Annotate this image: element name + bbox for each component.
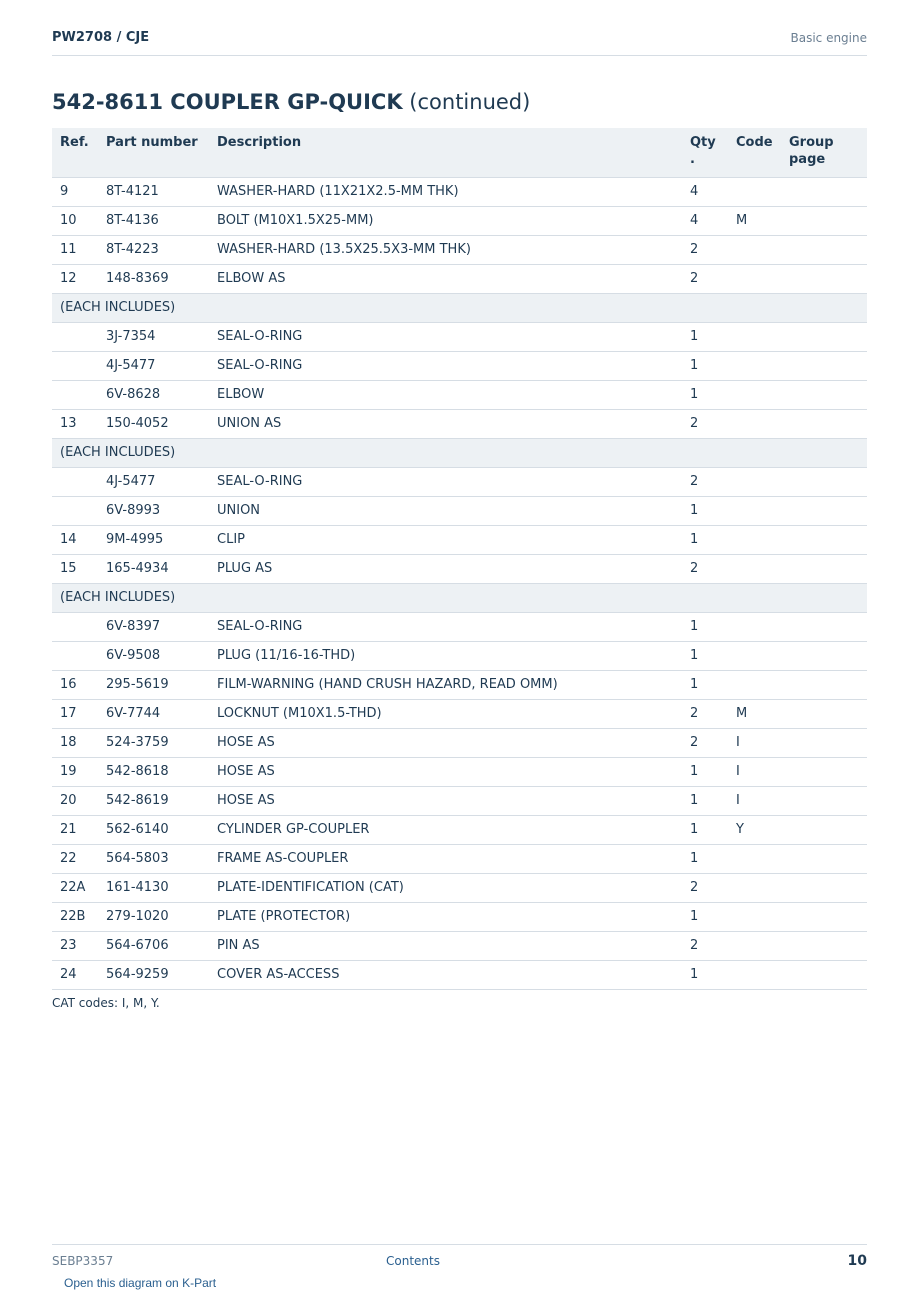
cell-qty: 1	[682, 322, 728, 351]
cell-part-number: 279-1020	[98, 902, 209, 931]
table-row	[52, 815, 867, 844]
cell-part-number: 6V-8628	[98, 380, 209, 409]
table-row	[52, 380, 867, 409]
cell-part-number: 4J-5477	[98, 467, 209, 496]
cell-qty: 2	[682, 409, 728, 438]
cell-code	[728, 902, 781, 931]
includes-note: (EACH INCLUDES)	[52, 293, 867, 322]
contents-link[interactable]: Contents	[386, 1254, 440, 1268]
cell-qty: 2	[682, 931, 728, 960]
cell-description: BOLT (M10X1.5X25-MM)	[209, 206, 682, 235]
cell-description: SEAL-O-RING	[209, 351, 682, 380]
parts-table	[52, 128, 867, 990]
col-header-part-number: Part number	[98, 128, 209, 177]
cell-group-page	[781, 641, 867, 670]
cell-ref: 19	[52, 757, 98, 786]
page-header	[52, 28, 867, 56]
col-header-qty: Qty .	[682, 128, 728, 177]
col-header-code: Code	[728, 128, 781, 177]
cell-code: M	[728, 206, 781, 235]
cell-code	[728, 844, 781, 873]
cell-code	[728, 873, 781, 902]
page-number: 10	[847, 1253, 867, 1269]
table-row	[52, 496, 867, 525]
cell-description: FILM-WARNING (HAND CRUSH HAZARD, READ OMM)	[209, 670, 682, 699]
cell-group-page	[781, 786, 867, 815]
cell-description: PIN AS	[209, 931, 682, 960]
cell-description: WASHER-HARD (11X21X2.5-MM THK)	[209, 177, 682, 206]
cell-description: UNION AS	[209, 409, 682, 438]
cell-part-number: 4J-5477	[98, 351, 209, 380]
table-row	[52, 960, 867, 989]
cell-qty: 1	[682, 496, 728, 525]
cell-part-number: 165-4934	[98, 554, 209, 583]
cell-code	[728, 554, 781, 583]
cell-qty: 4	[682, 206, 728, 235]
table-row	[52, 699, 867, 728]
cell-qty: 2	[682, 728, 728, 757]
cell-qty: 2	[682, 873, 728, 902]
cell-code	[728, 467, 781, 496]
cell-qty: 2	[682, 264, 728, 293]
cell-description: HOSE AS	[209, 757, 682, 786]
cell-qty: 1	[682, 351, 728, 380]
cell-part-number: 564-9259	[98, 960, 209, 989]
cell-code	[728, 960, 781, 989]
table-row	[52, 554, 867, 583]
col-header-group-page: Group page	[781, 128, 867, 177]
cell-qty: 1	[682, 380, 728, 409]
table-row	[52, 264, 867, 293]
cell-ref: 17	[52, 699, 98, 728]
cell-code	[728, 351, 781, 380]
col-header-ref: Ref.	[52, 128, 98, 177]
cell-part-number: 161-4130	[98, 873, 209, 902]
cell-group-page	[781, 873, 867, 902]
cell-part-number: 8T-4223	[98, 235, 209, 264]
cell-ref	[52, 380, 98, 409]
cell-code: I	[728, 728, 781, 757]
cell-group-page	[781, 525, 867, 554]
cell-group-page	[781, 351, 867, 380]
cell-code	[728, 496, 781, 525]
table-row	[52, 235, 867, 264]
table-row	[52, 873, 867, 902]
cell-ref	[52, 612, 98, 641]
cell-group-page	[781, 699, 867, 728]
table-row	[52, 409, 867, 438]
cell-part-number: 6V-8993	[98, 496, 209, 525]
cell-ref: 22B	[52, 902, 98, 931]
cell-ref: 22A	[52, 873, 98, 902]
cell-description: PLATE (PROTECTOR)	[209, 902, 682, 931]
cell-part-number: 542-8618	[98, 757, 209, 786]
cell-code: Y	[728, 815, 781, 844]
cell-description: SEAL-O-RING	[209, 612, 682, 641]
cell-part-number: 8T-4121	[98, 177, 209, 206]
cell-qty: 1	[682, 641, 728, 670]
cell-code	[728, 235, 781, 264]
cell-code: M	[728, 699, 781, 728]
cell-group-page	[781, 380, 867, 409]
title-suffix: (continued)	[409, 90, 531, 114]
cell-group-page	[781, 177, 867, 206]
cell-part-number: 542-8619	[98, 786, 209, 815]
cell-description: HOSE AS	[209, 786, 682, 815]
page-title	[52, 90, 530, 114]
cell-group-page	[781, 960, 867, 989]
table-row	[52, 757, 867, 786]
cell-qty: 2	[682, 235, 728, 264]
cell-description: PLUG AS	[209, 554, 682, 583]
cell-group-page	[781, 496, 867, 525]
cell-group-page	[781, 409, 867, 438]
cell-ref	[52, 322, 98, 351]
table-row	[52, 902, 867, 931]
cell-group-page	[781, 902, 867, 931]
table-row	[52, 206, 867, 235]
cell-part-number: 6V-8397	[98, 612, 209, 641]
table-row	[52, 931, 867, 960]
includes-note-row	[52, 293, 867, 322]
cell-ref: 9	[52, 177, 98, 206]
cell-qty: 1	[682, 786, 728, 815]
cell-ref: 12	[52, 264, 98, 293]
open-diagram-link[interactable]: Open this diagram on K-Part	[64, 1276, 217, 1290]
cell-part-number: 6V-9508	[98, 641, 209, 670]
cell-ref: 20	[52, 786, 98, 815]
cell-part-number: 148-8369	[98, 264, 209, 293]
title-main: 542-8611 COUPLER GP-QUICK	[52, 90, 403, 114]
table-row	[52, 670, 867, 699]
cell-description: SEAL-O-RING	[209, 467, 682, 496]
cell-group-page	[781, 728, 867, 757]
cell-description: LOCKNUT (M10X1.5-THD)	[209, 699, 682, 728]
cell-ref: 13	[52, 409, 98, 438]
includes-note: (EACH INCLUDES)	[52, 583, 867, 612]
cell-description: UNION	[209, 496, 682, 525]
table-row	[52, 844, 867, 873]
cell-qty: 1	[682, 612, 728, 641]
cell-ref: 11	[52, 235, 98, 264]
doc-code: SEBP3357	[52, 1254, 114, 1268]
cell-code	[728, 409, 781, 438]
cell-ref: 10	[52, 206, 98, 235]
cell-description: HOSE AS	[209, 728, 682, 757]
cell-qty: 1	[682, 670, 728, 699]
cell-ref: 22	[52, 844, 98, 873]
cell-part-number: 564-6706	[98, 931, 209, 960]
table-row	[52, 525, 867, 554]
cell-description: PLUG (11/16-16-THD)	[209, 641, 682, 670]
cell-code	[728, 612, 781, 641]
cell-group-page	[781, 467, 867, 496]
cell-part-number: 3J-7354	[98, 322, 209, 351]
cell-part-number: 524-3759	[98, 728, 209, 757]
table-header-row	[52, 128, 867, 177]
cell-part-number: 295-5619	[98, 670, 209, 699]
cell-code: I	[728, 757, 781, 786]
cell-description: ELBOW AS	[209, 264, 682, 293]
cell-group-page	[781, 815, 867, 844]
cell-group-page	[781, 670, 867, 699]
cell-ref: 21	[52, 815, 98, 844]
cell-group-page	[781, 235, 867, 264]
table-row	[52, 467, 867, 496]
cell-qty: 2	[682, 467, 728, 496]
cell-description: PLATE-IDENTIFICATION (CAT)	[209, 873, 682, 902]
cell-part-number: 150-4052	[98, 409, 209, 438]
cell-group-page	[781, 931, 867, 960]
cell-code	[728, 322, 781, 351]
cell-group-page	[781, 206, 867, 235]
table-row	[52, 786, 867, 815]
cell-qty: 1	[682, 902, 728, 931]
cell-group-page	[781, 264, 867, 293]
cell-group-page	[781, 554, 867, 583]
cell-description: COVER AS-ACCESS	[209, 960, 682, 989]
cell-ref	[52, 351, 98, 380]
includes-note-row	[52, 438, 867, 467]
cell-description: WASHER-HARD (13.5X25.5X3-MM THK)	[209, 235, 682, 264]
cell-code	[728, 380, 781, 409]
section-name: Basic engine	[790, 31, 867, 45]
table-row	[52, 612, 867, 641]
includes-note-row	[52, 583, 867, 612]
cell-qty: 2	[682, 554, 728, 583]
cell-description: SEAL-O-RING	[209, 322, 682, 351]
cell-code	[728, 931, 781, 960]
cell-ref	[52, 641, 98, 670]
cell-qty: 1	[682, 960, 728, 989]
cell-qty: 1	[682, 815, 728, 844]
cell-ref: 24	[52, 960, 98, 989]
cell-description: FRAME AS-COUPLER	[209, 844, 682, 873]
cell-description: CLIP	[209, 525, 682, 554]
cell-ref: 14	[52, 525, 98, 554]
table-row	[52, 177, 867, 206]
cell-qty: 2	[682, 699, 728, 728]
table-row	[52, 351, 867, 380]
doc-id: PW2708 / CJE	[52, 30, 150, 45]
cat-codes-footnote: CAT codes: I, M, Y.	[52, 996, 160, 1010]
cell-qty: 1	[682, 525, 728, 554]
cell-code	[728, 670, 781, 699]
cell-code	[728, 177, 781, 206]
cell-description: ELBOW	[209, 380, 682, 409]
cell-group-page	[781, 322, 867, 351]
page-footer	[52, 1244, 867, 1275]
cell-part-number: 562-6140	[98, 815, 209, 844]
cell-ref	[52, 467, 98, 496]
cell-part-number: 564-5803	[98, 844, 209, 873]
cell-part-number: 9M-4995	[98, 525, 209, 554]
cell-group-page	[781, 612, 867, 641]
cell-code: I	[728, 786, 781, 815]
table-body	[52, 177, 867, 989]
cell-ref: 18	[52, 728, 98, 757]
cell-qty: 1	[682, 844, 728, 873]
cell-ref: 15	[52, 554, 98, 583]
cell-part-number: 8T-4136	[98, 206, 209, 235]
cell-ref: 16	[52, 670, 98, 699]
cell-code	[728, 641, 781, 670]
cell-ref: 23	[52, 931, 98, 960]
cell-description: CYLINDER GP-COUPLER	[209, 815, 682, 844]
table-row	[52, 641, 867, 670]
cell-part-number: 6V-7744	[98, 699, 209, 728]
cell-code	[728, 264, 781, 293]
cell-group-page	[781, 844, 867, 873]
cell-group-page	[781, 757, 867, 786]
cell-code	[728, 525, 781, 554]
table-row	[52, 322, 867, 351]
cell-ref	[52, 496, 98, 525]
cell-qty: 4	[682, 177, 728, 206]
table-row	[52, 728, 867, 757]
col-header-description: Description	[209, 128, 682, 177]
cell-qty: 1	[682, 757, 728, 786]
includes-note: (EACH INCLUDES)	[52, 438, 867, 467]
